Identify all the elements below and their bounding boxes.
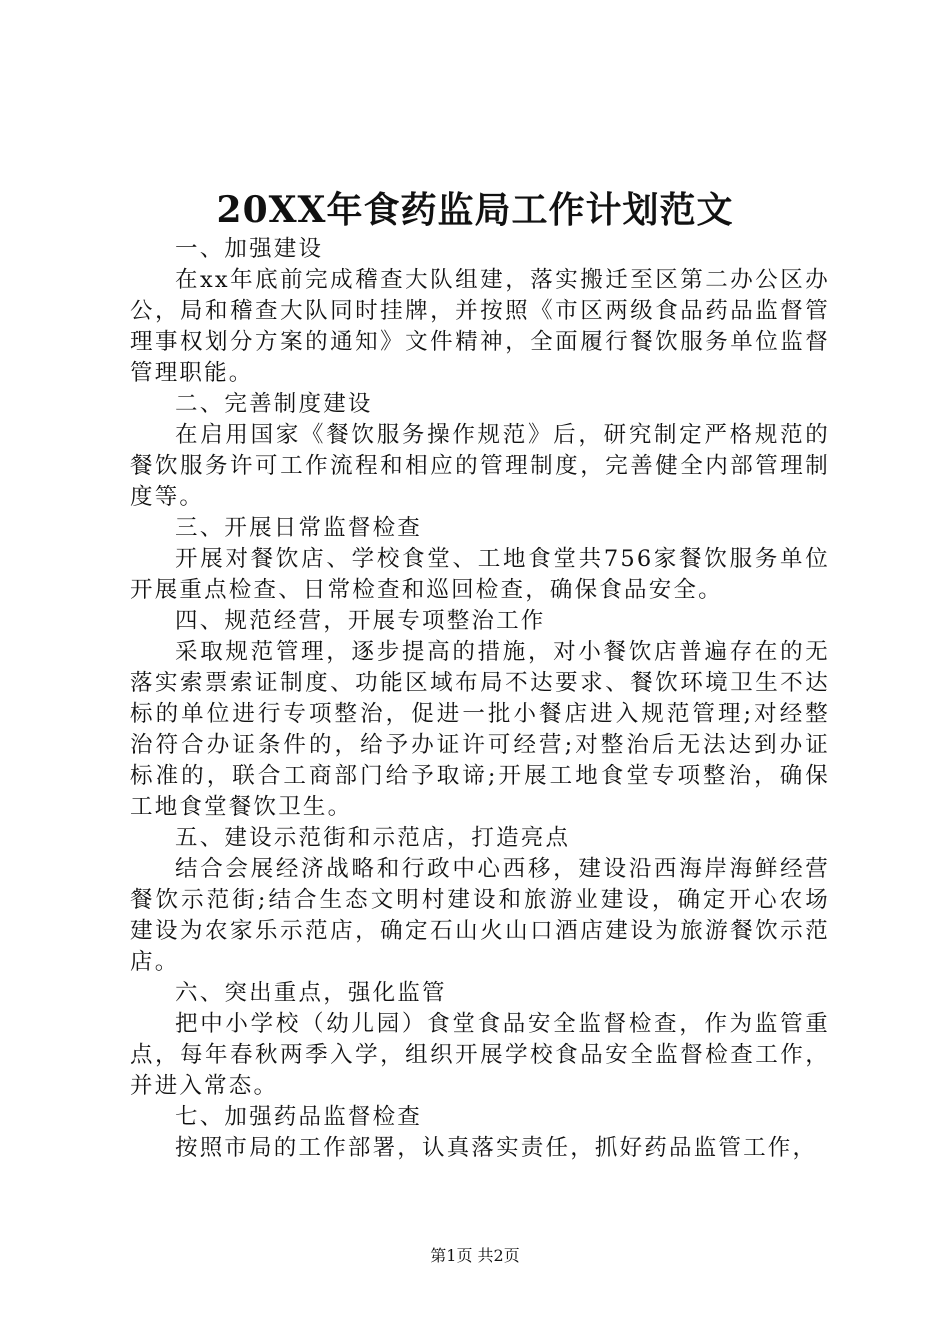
body-paragraph: 结合会展经济战略和行政中心西移，建设沿西海岸海鲜经营餐饮示范街;结合生态文明村建设和旅游业建设，确定开心农场建设为农家乐示范店，确定石山火山口酒店建设为旅游餐饮示范店。 [130, 856, 830, 975]
section-heading: 七、加强药品监督检查 [175, 1104, 423, 1130]
body-paragraph: 按照市局的工作部署，认真落实责任，抓好药品监管工作， [175, 1135, 818, 1161]
section-heading: 二、完善制度建设 [175, 391, 373, 417]
body-paragraph: 在启用国家《餐饮服务操作规范》后，研究制定严格规范的餐饮服务许可工作流程和相应的管理制度，完善健全内部管理制度等。 [130, 422, 830, 510]
page-footer: 第1页 共2页 [430, 1246, 520, 1265]
document-body [130, 234, 830, 1164]
section-heading: 一、加强建设 [175, 236, 324, 262]
document-title: 20XX年食药监局工作计划范文 [216, 189, 734, 231]
section-heading: 五、建设示范街和示范店，打造亮点 [175, 825, 571, 851]
body-paragraph: 采取规范管理，逐步提高的措施，对小餐饮店普遍存在的无落实索票索证制度、功能区域布局不达要求、餐饮环境卫生不达标的单位进行专项整治，促进一批小餐店进入规范管理;对经整治符合办证条件的，给予办证许可经营;对整治后无法达到办证标准的，联合工商部门给予取谛;开展工地食堂专项整治，确保工地食堂餐饮卫生。 [130, 639, 830, 820]
section-heading: 四、规范经营，开展专项整治工作 [175, 608, 546, 634]
body-paragraph: 开展对餐饮店、学校食堂、工地食堂共756家餐饮服务单位开展重点检查、日常检查和巡回检查，确保食品安全。 [130, 546, 830, 603]
body-paragraph: 把中小学校（幼儿园）食堂食品安全监督检查，作为监管重点，每年春秋两季入学，组织开展学校食品安全监督检查工作，并进入常态。 [130, 1011, 830, 1099]
section-heading: 六、突出重点，强化监管 [175, 980, 447, 1006]
section-heading: 三、开展日常监督检查 [175, 515, 423, 541]
body-paragraph: 在xx年底前完成稽查大队组建，落实搬迁至区第二办公区办公，局和稽查大队同时挂牌，并按照《市区两级食品药品监督管理事权划分方案的通知》文件精神，全面履行餐饮服务单位监督管理职能。 [130, 267, 830, 386]
